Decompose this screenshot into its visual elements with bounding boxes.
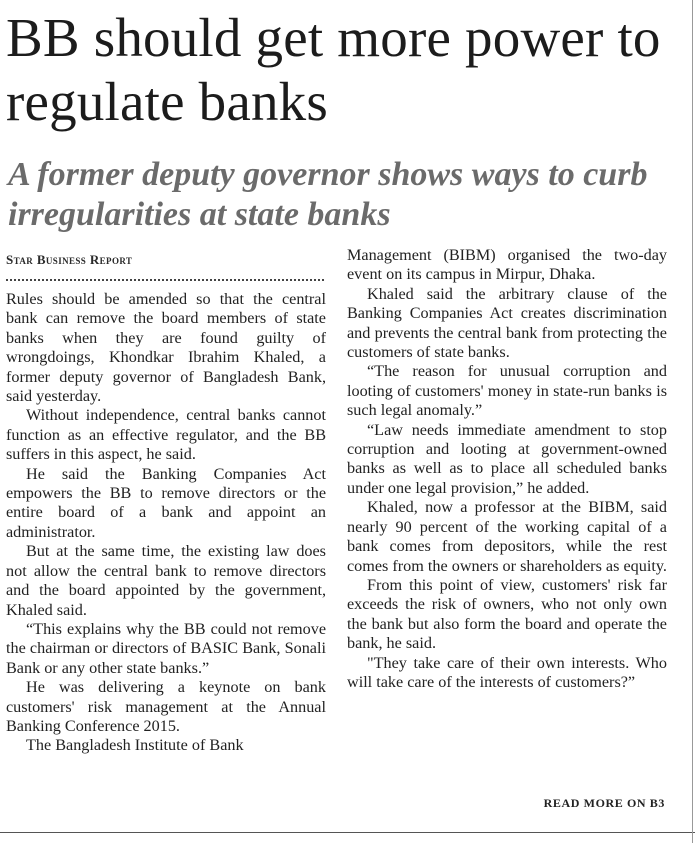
byline: Star Business Report [6,252,133,267]
paragraph: Khaled said the arbitrary clause of the Banking Companies Act creates discrimination and prevents the central bank from protecting the customers of state banks. [347,284,667,362]
paragraph-continuation: Management (BIBM) organised the two-day event on its campus in Mirpur, Dhaka. [347,246,667,284]
paragraph: He was delivering a keynote on bank customers' risk management at the Annual Banking Conference 2015. [6,678,326,735]
paragraph: The Bangladesh Institute of Bank [26,736,244,755]
article-subhead: A former deputy governor shows ways to curb irregularities at state banks [8,156,648,233]
bottom-divider [0,832,695,833]
read-more-link[interactable]: READ MORE ON B3 [543,796,665,810]
paragraph: Without independence, central banks cannot function as an effective regulator, and the BB suffers in this aspect, he said. [6,406,326,464]
byline-divider [6,279,324,281]
column-edge-divider [692,0,693,843]
paragraph: From this point of view, customers' risk far exceeds the risk of owners, who not only own the bank but also form the board and operate the bank, he said. [347,575,667,653]
article-headline: BB should get more power to regulate banks [6,7,661,132]
paragraph: He said the Banking Companies Act empowers the BB to remove directors or the entire board of a bank and appoint an administrator. [6,464,326,541]
left-column [6,290,326,756]
paragraph: Rules should be amended so that the central bank can remove the board members of state banks when they are found guilty of wrongdoings, Khondkar Ibrahim Khaled, a former deputy governor of Bangladesh Bank, said yesterday. [6,290,326,406]
paragraph: "They take care of their own interests. Who will take care of the interests of customers?” [347,653,667,691]
right-column [347,246,667,692]
paragraph: “This explains why the BB could not remove the chairman or directors of BASIC Bank, Sonali Bank or any other state banks.” [6,619,326,677]
paragraph: “Law needs immediate amendment to stop corruption and looting at government-owned banks as well as to place all scheduled banks under one legal provision,” he added. [347,420,667,497]
paragraph: “The reason for unusual corruption and looting of customers' money in state-run banks is such legal anomaly.” [347,362,667,420]
paragraph: Khaled, now a professor at the BIBM, said nearly 90 percent of the working capital of a bank comes from depositors, while the rest comes from the owners or shareholders as equity. [347,498,667,575]
paragraph: But at the same time, the existing law does not allow the central bank to remove directors and the board appointed by the government, Khaled said. [6,542,326,619]
